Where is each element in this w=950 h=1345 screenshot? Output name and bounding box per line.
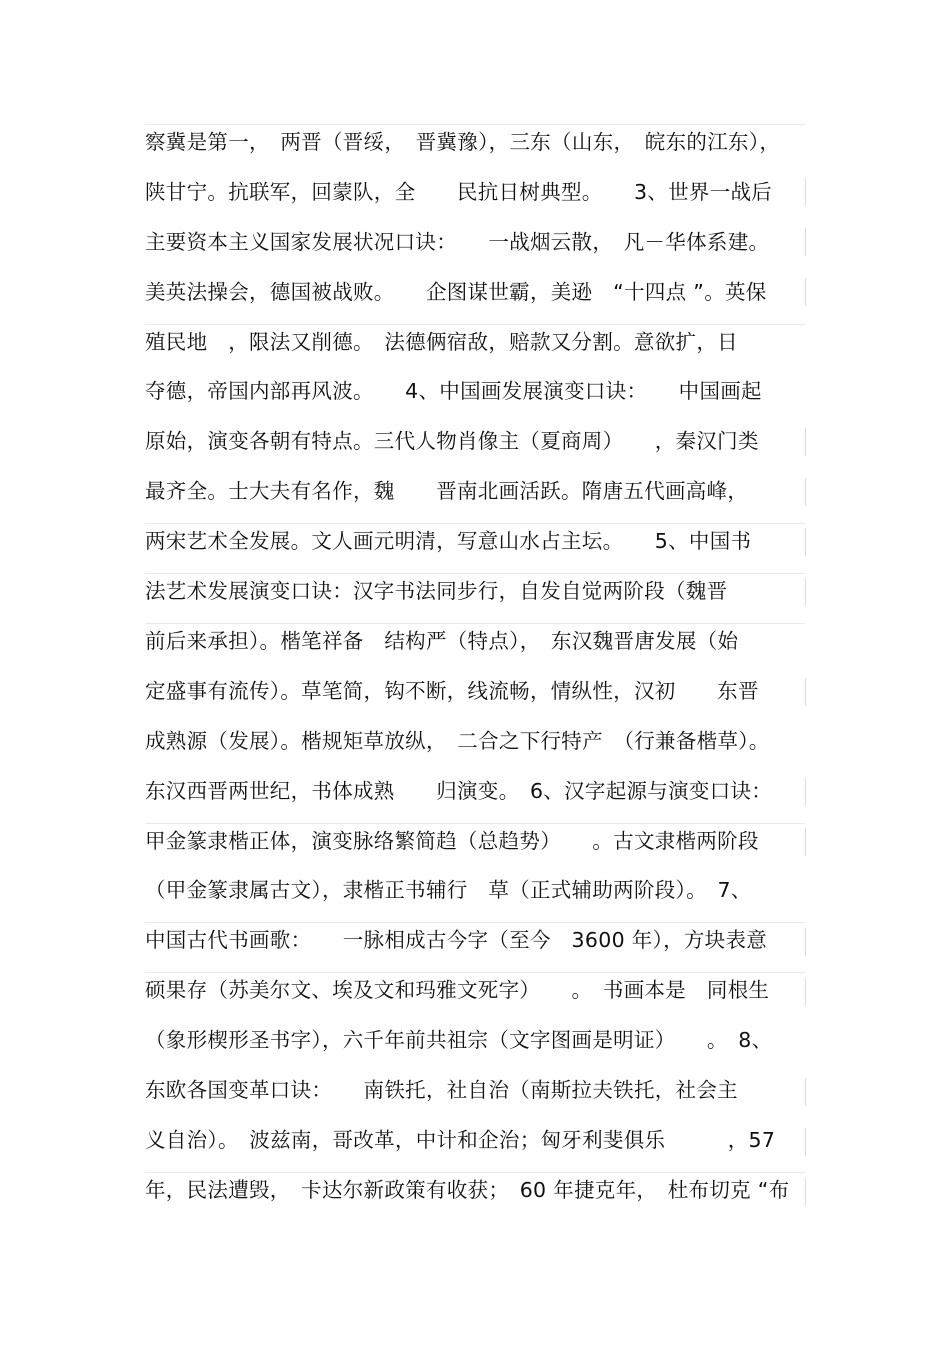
- table-rule: [145, 324, 805, 325]
- table-rule: [805, 828, 806, 856]
- table-rule: [805, 528, 806, 556]
- text-line: 两宋艺术全发展。文人画元明清，写意山水占主坛。 5、中国书: [145, 529, 752, 553]
- table-rule: [145, 972, 805, 973]
- text-line: 前后来承担）。楷笔祥备 结构严（特点）， 东汉魏晋唐发展（始: [145, 629, 739, 653]
- text-line: 东欧各国变革口诀： 南铁托，社自治（南斯拉夫铁托，社会主: [145, 1078, 738, 1102]
- text-line: 原始，演变各朝有特点。三代人物肖像主（夏商周） ，秦汉门类: [145, 429, 759, 453]
- table-rule: [805, 1128, 806, 1156]
- table-rule: [145, 124, 805, 125]
- text-line: 夺德，帝国内部再风波。 4、中国画发展演变口诀： 中国画起: [145, 379, 762, 403]
- table-rule: [145, 573, 805, 574]
- table-rule: [145, 1172, 805, 1173]
- table-rule: [805, 178, 806, 206]
- table-rule: [145, 523, 805, 524]
- text-line: 美英法操会，德国被战败。 企图谋世霸，美逊 “十四点 ”。英保: [145, 280, 767, 304]
- text-line: 东汉西晋两世纪，书体成熟 归演变。 6、汉字起源与演变口诀：: [145, 779, 773, 803]
- table-rule: [145, 922, 805, 923]
- table-rule: [805, 778, 806, 806]
- table-rule: [805, 678, 806, 706]
- text-line: 殖民地 ，限法又削德。 法德俩宿敌，赔款又分割。意欲扩，日: [145, 330, 738, 354]
- table-rule: [805, 978, 806, 1006]
- text-line: （甲金篆隶属古文），隶楷正书辅行 草（正式辅助两阶段）。 7、: [145, 878, 752, 902]
- table-rule: [145, 823, 805, 824]
- text-line: 最齐全。士大夫有名作，魏 晋南北画活跃。隋唐五代画高峰，: [145, 479, 749, 503]
- table-rule: [805, 278, 806, 306]
- text-line: 甲金篆隶楷正体，演变脉络繁简趋（总趋势） 。古文隶楷两阶段: [145, 829, 759, 853]
- text-line: 中国古代书画歌： 一脉相成古今字（至今 3600 年），方块表意: [145, 928, 768, 952]
- text-line: 察冀是第一， 两晋（晋绥， 晋冀豫），三东（山东， 皖东的江东），: [145, 130, 781, 154]
- table-rule: [805, 428, 806, 456]
- text-line: 年，民法遭毁， 卡达尔新政策有收获； 60 年捷克年， 杜布切克 “布: [145, 1178, 790, 1202]
- text-line: 义自治）。 波兹南，哥改革，中计和企治；匈牙利斐俱乐 ，57: [145, 1128, 776, 1152]
- table-rule: [805, 928, 806, 956]
- text-line: 法艺术发展演变口诀：汉字书法同步行，自发自觉两阶段（魏晋: [145, 579, 728, 603]
- table-rule: [145, 623, 805, 624]
- text-line: 陕甘宁。抗联军，回蒙队，全 民抗日树典型。 3、世界一战后: [145, 180, 773, 204]
- text-line: 成熟源（发展）。楷规矩草放纵， 二合之下行特产 （行兼备楷草）。: [145, 729, 770, 753]
- table-rule: [805, 578, 806, 606]
- text-line: 主要资本主义国家发展状况口诀： 一战烟云散， 凡－华体系建。: [145, 230, 770, 254]
- table-rule: [805, 478, 806, 506]
- text-line: 硕果存（苏美尔文、埃及文和玛雅文死字） 。 书画本是 同根生: [145, 978, 770, 1002]
- text-line: （象形楔形圣书字），六千年前共祖宗（文字图画是明证） 。 8、: [145, 1028, 773, 1052]
- text-line: 定盛事有流传）。草笔简，钩不断，线流畅，情纵性，汉初 东晋: [145, 679, 759, 703]
- table-rule: [805, 1078, 806, 1106]
- table-rule: [805, 228, 806, 256]
- table-rule: [805, 1178, 806, 1206]
